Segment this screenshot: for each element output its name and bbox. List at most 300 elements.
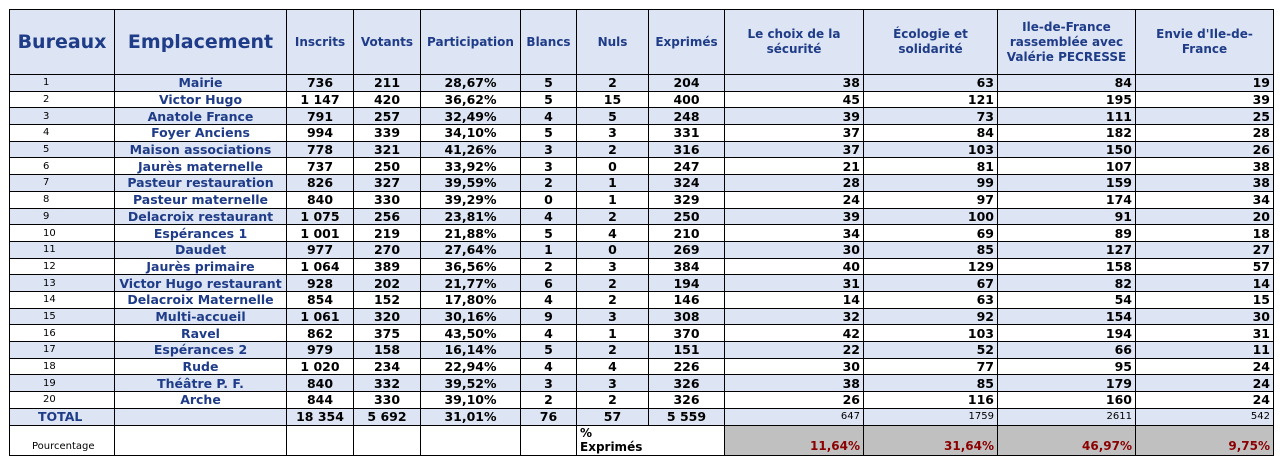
candidate-4-votes: 20 [1136, 208, 1274, 225]
total-votants: 5 692 [354, 408, 421, 425]
blancs: 6 [521, 275, 577, 292]
nuls: 1 [577, 325, 649, 342]
inscrits: 1 075 [287, 208, 354, 225]
emplacement: Victor Hugo [115, 91, 287, 108]
table-row [10, 75, 1274, 92]
participation: 36,56% [421, 258, 521, 275]
emplacement: Delacroix restaurant [115, 208, 287, 225]
candidate-1-votes: 30 [725, 241, 864, 258]
bureau-number: 14 [10, 291, 115, 308]
candidate-2-votes: 116 [864, 392, 998, 409]
votants: 330 [354, 392, 421, 409]
table-row [10, 392, 1274, 409]
nuls: 2 [577, 208, 649, 225]
nuls: 3 [577, 375, 649, 392]
bureau-number: 1 [10, 75, 115, 92]
total-candidate-2: 1759 [864, 408, 998, 425]
table-row [10, 225, 1274, 242]
table-row [10, 241, 1274, 258]
percentage-caption-text: Exprimés [580, 439, 643, 454]
exprimes: 210 [649, 225, 725, 242]
percentage-candidate-4: 9,75% [1136, 425, 1274, 455]
nuls: 1 [577, 191, 649, 208]
participation: 21,88% [421, 225, 521, 242]
participation: 17,80% [421, 291, 521, 308]
table-row [10, 258, 1274, 275]
candidate-2-votes: 100 [864, 208, 998, 225]
exprimes: 248 [649, 108, 725, 125]
header-candidate-4: Envie d'Ile-de-France [1136, 10, 1274, 75]
emplacement: Daudet [115, 241, 287, 258]
candidate-1-votes: 37 [725, 141, 864, 158]
percentage-empty-1 [115, 425, 287, 455]
votants: 375 [354, 325, 421, 342]
emplacement: Delacroix Maternelle [115, 291, 287, 308]
total-candidate-4: 542 [1136, 408, 1274, 425]
table-row [10, 342, 1274, 359]
participation: 28,67% [421, 75, 521, 92]
blancs: 2 [521, 258, 577, 275]
candidate-1-votes: 24 [725, 191, 864, 208]
total-blancs: 76 [521, 408, 577, 425]
inscrits: 854 [287, 291, 354, 308]
candidate-3-votes: 174 [998, 191, 1136, 208]
emplacement: Théâtre P. F. [115, 375, 287, 392]
candidate-4-votes: 34 [1136, 191, 1274, 208]
header-participation: Participation [421, 10, 521, 75]
votants: 219 [354, 225, 421, 242]
bureau-number: 2 [10, 91, 115, 108]
candidate-3-votes: 54 [998, 291, 1136, 308]
total-row [10, 408, 1274, 425]
table-row [10, 175, 1274, 192]
bureau-number: 9 [10, 208, 115, 225]
participation: 27,64% [421, 241, 521, 258]
exprimes: 370 [649, 325, 725, 342]
candidate-1-votes: 22 [725, 342, 864, 359]
participation: 22,94% [421, 358, 521, 375]
participation: 39,29% [421, 191, 521, 208]
header-nuls: Nuls [577, 10, 649, 75]
percentage-empty-3 [354, 425, 421, 455]
votants: 250 [354, 158, 421, 175]
exprimes: 151 [649, 342, 725, 359]
candidate-3-votes: 158 [998, 258, 1136, 275]
candidate-4-votes: 15 [1136, 291, 1274, 308]
exprimes: 226 [649, 358, 725, 375]
candidate-4-votes: 38 [1136, 158, 1274, 175]
candidate-1-votes: 26 [725, 392, 864, 409]
table-row [10, 325, 1274, 342]
bureau-number: 7 [10, 175, 115, 192]
inscrits: 737 [287, 158, 354, 175]
inscrits: 840 [287, 375, 354, 392]
candidate-1-votes: 39 [725, 108, 864, 125]
candidate-1-votes: 38 [725, 75, 864, 92]
results-body [10, 75, 1274, 409]
candidate-4-votes: 24 [1136, 358, 1274, 375]
blancs: 3 [521, 158, 577, 175]
candidate-3-votes: 160 [998, 392, 1136, 409]
table-row [10, 108, 1274, 125]
candidate-2-votes: 92 [864, 308, 998, 325]
candidate-2-votes: 99 [864, 175, 998, 192]
table-row [10, 275, 1274, 292]
exprimes: 331 [649, 125, 725, 142]
results-sheet [9, 9, 1274, 456]
emplacement: Espérances 2 [115, 342, 287, 359]
candidate-3-votes: 194 [998, 325, 1136, 342]
votants: 152 [354, 291, 421, 308]
candidate-4-votes: 39 [1136, 91, 1274, 108]
votants: 332 [354, 375, 421, 392]
emplacement: Maison associations [115, 141, 287, 158]
candidate-3-votes: 179 [998, 375, 1136, 392]
candidate-2-votes: 81 [864, 158, 998, 175]
emplacement: Multi-accueil [115, 308, 287, 325]
candidate-2-votes: 85 [864, 241, 998, 258]
header-candidate-1: Le choix de la sécurité [725, 10, 864, 75]
total-inscrits: 18 354 [287, 408, 354, 425]
bureau-number: 8 [10, 191, 115, 208]
candidate-2-votes: 129 [864, 258, 998, 275]
nuls: 2 [577, 141, 649, 158]
candidate-4-votes: 27 [1136, 241, 1274, 258]
inscrits: 844 [287, 392, 354, 409]
exprimes: 316 [649, 141, 725, 158]
bureau-number: 20 [10, 392, 115, 409]
bureau-number: 17 [10, 342, 115, 359]
blancs: 4 [521, 325, 577, 342]
candidate-2-votes: 63 [864, 75, 998, 92]
blancs: 5 [521, 225, 577, 242]
exprimes: 146 [649, 291, 725, 308]
percentage-candidate-2: 31,64% [864, 425, 998, 455]
nuls: 2 [577, 342, 649, 359]
votants: 320 [354, 308, 421, 325]
emplacement: Foyer Anciens [115, 125, 287, 142]
percentage-candidate-1: 11,64% [725, 425, 864, 455]
candidate-1-votes: 40 [725, 258, 864, 275]
candidate-3-votes: 82 [998, 275, 1136, 292]
blancs: 2 [521, 392, 577, 409]
inscrits: 1 147 [287, 91, 354, 108]
inscrits: 736 [287, 75, 354, 92]
blancs: 4 [521, 291, 577, 308]
candidate-2-votes: 67 [864, 275, 998, 292]
nuls: 15 [577, 91, 649, 108]
header-row [10, 10, 1274, 75]
inscrits: 826 [287, 175, 354, 192]
participation: 39,10% [421, 392, 521, 409]
blancs: 2 [521, 175, 577, 192]
exprimes: 326 [649, 375, 725, 392]
election-results-table [9, 9, 1274, 456]
emplacement: Arche [115, 392, 287, 409]
participation: 23,81% [421, 208, 521, 225]
exprimes: 329 [649, 191, 725, 208]
candidate-2-votes: 69 [864, 225, 998, 242]
candidate-4-votes: 31 [1136, 325, 1274, 342]
candidate-3-votes: 111 [998, 108, 1136, 125]
participation: 41,26% [421, 141, 521, 158]
bureau-number: 3 [10, 108, 115, 125]
total-label: TOTAL [10, 408, 115, 425]
candidate-2-votes: 84 [864, 125, 998, 142]
emplacement: Jaurès primaire [115, 258, 287, 275]
candidate-4-votes: 25 [1136, 108, 1274, 125]
candidate-1-votes: 14 [725, 291, 864, 308]
candidate-3-votes: 95 [998, 358, 1136, 375]
inscrits: 1 061 [287, 308, 354, 325]
candidate-3-votes: 66 [998, 342, 1136, 359]
nuls: 2 [577, 275, 649, 292]
blancs: 9 [521, 308, 577, 325]
candidate-1-votes: 42 [725, 325, 864, 342]
votants: 202 [354, 275, 421, 292]
candidate-1-votes: 45 [725, 91, 864, 108]
emplacement: Pasteur maternelle [115, 191, 287, 208]
blancs: 4 [521, 108, 577, 125]
candidate-1-votes: 38 [725, 375, 864, 392]
percentage-caption-symbol: % [580, 425, 593, 440]
blancs: 4 [521, 358, 577, 375]
candidate-1-votes: 30 [725, 358, 864, 375]
percentage-empty-2 [287, 425, 354, 455]
votants: 256 [354, 208, 421, 225]
candidate-2-votes: 73 [864, 108, 998, 125]
emplacement: Victor Hugo restaurant [115, 275, 287, 292]
participation: 16,14% [421, 342, 521, 359]
emplacement: Jaurès maternelle [115, 158, 287, 175]
emplacement: Espérances 1 [115, 225, 287, 242]
nuls: 2 [577, 392, 649, 409]
candidate-3-votes: 150 [998, 141, 1136, 158]
participation: 36,62% [421, 91, 521, 108]
participation: 34,10% [421, 125, 521, 142]
header-bureaux: Bureaux [10, 10, 115, 75]
nuls: 3 [577, 308, 649, 325]
participation: 33,92% [421, 158, 521, 175]
table-row [10, 158, 1274, 175]
candidate-4-votes: 14 [1136, 275, 1274, 292]
exprimes: 384 [649, 258, 725, 275]
candidate-4-votes: 19 [1136, 75, 1274, 92]
exprimes: 194 [649, 275, 725, 292]
candidate-3-votes: 182 [998, 125, 1136, 142]
header-candidate-2: Écologie et solidarité [864, 10, 998, 75]
candidate-4-votes: 26 [1136, 141, 1274, 158]
table-row [10, 91, 1274, 108]
candidate-2-votes: 77 [864, 358, 998, 375]
nuls: 1 [577, 175, 649, 192]
candidate-1-votes: 37 [725, 125, 864, 142]
blancs: 4 [521, 208, 577, 225]
exprimes: 269 [649, 241, 725, 258]
candidate-1-votes: 21 [725, 158, 864, 175]
percentage-row [10, 425, 1274, 455]
candidate-3-votes: 195 [998, 91, 1136, 108]
exprimes: 400 [649, 91, 725, 108]
inscrits: 1 001 [287, 225, 354, 242]
inscrits: 928 [287, 275, 354, 292]
table-row [10, 125, 1274, 142]
bureau-number: 10 [10, 225, 115, 242]
bureau-number: 5 [10, 141, 115, 158]
bureau-number: 16 [10, 325, 115, 342]
votants: 389 [354, 258, 421, 275]
total-empty [115, 408, 287, 425]
emplacement: Ravel [115, 325, 287, 342]
nuls: 4 [577, 225, 649, 242]
inscrits: 979 [287, 342, 354, 359]
exprimes: 204 [649, 75, 725, 92]
candidate-2-votes: 52 [864, 342, 998, 359]
percentage-candidate-3: 46,97% [998, 425, 1136, 455]
votants: 234 [354, 358, 421, 375]
total-participation: 31,01% [421, 408, 521, 425]
candidate-1-votes: 32 [725, 308, 864, 325]
blancs: 1 [521, 241, 577, 258]
votants: 257 [354, 108, 421, 125]
nuls: 2 [577, 291, 649, 308]
emplacement: Anatole France [115, 108, 287, 125]
candidate-1-votes: 28 [725, 175, 864, 192]
exprimes: 324 [649, 175, 725, 192]
votants: 158 [354, 342, 421, 359]
emplacement: Rude [115, 358, 287, 375]
nuls: 4 [577, 358, 649, 375]
bureau-number: 15 [10, 308, 115, 325]
blancs: 3 [521, 141, 577, 158]
total-candidate-3: 2611 [998, 408, 1136, 425]
total-candidate-1: 647 [725, 408, 864, 425]
candidate-3-votes: 91 [998, 208, 1136, 225]
percentage-empty-4 [421, 425, 521, 455]
percentage-caption [577, 425, 725, 455]
candidate-3-votes: 159 [998, 175, 1136, 192]
bureau-number: 6 [10, 158, 115, 175]
candidate-2-votes: 97 [864, 191, 998, 208]
nuls: 0 [577, 241, 649, 258]
inscrits: 994 [287, 125, 354, 142]
header-blancs: Blancs [521, 10, 577, 75]
participation: 32,49% [421, 108, 521, 125]
candidate-4-votes: 11 [1136, 342, 1274, 359]
header-votants: Votants [354, 10, 421, 75]
emplacement: Mairie [115, 75, 287, 92]
bureau-number: 18 [10, 358, 115, 375]
candidate-4-votes: 57 [1136, 258, 1274, 275]
votants: 211 [354, 75, 421, 92]
participation: 21,77% [421, 275, 521, 292]
candidate-3-votes: 107 [998, 158, 1136, 175]
inscrits: 791 [287, 108, 354, 125]
candidate-4-votes: 28 [1136, 125, 1274, 142]
candidate-4-votes: 24 [1136, 375, 1274, 392]
candidate-2-votes: 85 [864, 375, 998, 392]
nuls: 3 [577, 258, 649, 275]
candidate-2-votes: 103 [864, 325, 998, 342]
table-row [10, 291, 1274, 308]
candidate-4-votes: 30 [1136, 308, 1274, 325]
header-inscrits: Inscrits [287, 10, 354, 75]
nuls: 3 [577, 125, 649, 142]
emplacement: Pasteur restauration [115, 175, 287, 192]
votants: 420 [354, 91, 421, 108]
candidate-2-votes: 63 [864, 291, 998, 308]
candidate-4-votes: 38 [1136, 175, 1274, 192]
inscrits: 862 [287, 325, 354, 342]
table-row [10, 191, 1274, 208]
inscrits: 1 064 [287, 258, 354, 275]
candidate-3-votes: 127 [998, 241, 1136, 258]
candidate-2-votes: 103 [864, 141, 998, 158]
participation: 39,59% [421, 175, 521, 192]
table-row [10, 208, 1274, 225]
nuls: 0 [577, 158, 649, 175]
exprimes: 308 [649, 308, 725, 325]
header-candidate-3: Ile-de-France rassemblée avec Valérie PECRESSE [998, 10, 1136, 75]
votants: 321 [354, 141, 421, 158]
header-exprimes: Exprimés [649, 10, 725, 75]
header-emplacement: Emplacement [115, 10, 287, 75]
participation: 39,52% [421, 375, 521, 392]
blancs: 5 [521, 125, 577, 142]
participation: 30,16% [421, 308, 521, 325]
candidate-3-votes: 89 [998, 225, 1136, 242]
candidate-4-votes: 18 [1136, 225, 1274, 242]
candidate-1-votes: 31 [725, 275, 864, 292]
exprimes: 247 [649, 158, 725, 175]
exprimes: 326 [649, 392, 725, 409]
blancs: 5 [521, 342, 577, 359]
candidate-2-votes: 121 [864, 91, 998, 108]
bureau-number: 11 [10, 241, 115, 258]
table-row [10, 375, 1274, 392]
candidate-1-votes: 34 [725, 225, 864, 242]
votants: 270 [354, 241, 421, 258]
exprimes: 250 [649, 208, 725, 225]
inscrits: 840 [287, 191, 354, 208]
blancs: 5 [521, 75, 577, 92]
table-row [10, 358, 1274, 375]
candidate-3-votes: 84 [998, 75, 1136, 92]
votants: 330 [354, 191, 421, 208]
bureau-number: 13 [10, 275, 115, 292]
percentage-label: Pourcentage [10, 425, 115, 455]
total-nuls: 57 [577, 408, 649, 425]
bureau-number: 19 [10, 375, 115, 392]
total-exprimes: 5 559 [649, 408, 725, 425]
votants: 339 [354, 125, 421, 142]
participation: 43,50% [421, 325, 521, 342]
blancs: 0 [521, 191, 577, 208]
nuls: 2 [577, 75, 649, 92]
candidate-4-votes: 24 [1136, 392, 1274, 409]
inscrits: 1 020 [287, 358, 354, 375]
blancs: 5 [521, 91, 577, 108]
inscrits: 778 [287, 141, 354, 158]
bureau-number: 4 [10, 125, 115, 142]
bureau-number: 12 [10, 258, 115, 275]
table-row [10, 141, 1274, 158]
votants: 327 [354, 175, 421, 192]
candidate-3-votes: 154 [998, 308, 1136, 325]
percentage-empty-5 [521, 425, 577, 455]
candidate-1-votes: 39 [725, 208, 864, 225]
nuls: 5 [577, 108, 649, 125]
